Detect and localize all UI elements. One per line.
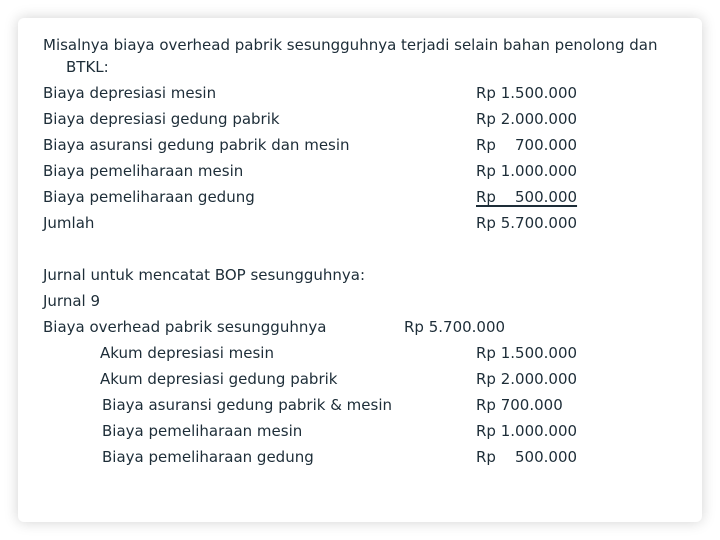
journal-credit-amount: Rp 500.000 [476, 448, 578, 466]
cost-label: Biaya asuransi gedung pabrik dan mesin [43, 136, 350, 154]
journal-debit-label: Biaya overhead pabrik sesungguhnya [43, 318, 327, 336]
journal-credit-label: Akum depresiasi mesin [100, 344, 274, 362]
cost-amount: Rp 1.000.000 [476, 162, 578, 180]
intro-line-2: BTKL: [66, 58, 109, 76]
intro-line-1: Misalnya biaya overhead pabrik sesungguhnya terjadi selain bahan penolong dan [43, 36, 658, 54]
journal-credit-label: Biaya asuransi gedung pabrik & mesin [102, 396, 393, 414]
cost-label: Biaya pemeliharaan gedung [43, 188, 255, 206]
cost-label: Biaya pemeliharaan mesin [43, 162, 244, 180]
journal-credit-amount: Rp 2.000.000 [476, 370, 578, 388]
journal-credit-amount: Rp 700.000 [476, 396, 563, 414]
journal-credit-label: Biaya pemeliharaan gedung [102, 448, 314, 466]
cost-amount: Rp 2.000.000 [476, 110, 578, 128]
journal-credit-amount: Rp 1.000.000 [476, 422, 578, 440]
journal-heading: Jurnal untuk mencatat BOP sesungguhnya: [43, 266, 366, 284]
journal-credit-amount: Rp 1.500.000 [476, 344, 578, 362]
journal-credit-label: Akum depresiasi gedung pabrik [100, 370, 338, 388]
cost-amount: Rp 1.500.000 [476, 84, 578, 102]
journal-credit-label: Biaya pemeliharaan mesin [102, 422, 303, 440]
cost-label: Biaya depresiasi mesin [43, 84, 217, 102]
cost-amount-last: Rp 500.000 [476, 188, 578, 206]
journal-number: Jurnal 9 [43, 292, 101, 310]
cost-label: Biaya depresiasi gedung pabrik [43, 110, 280, 128]
journal-debit-amount: Rp 5.700.000 [404, 318, 506, 336]
total-label: Jumlah [43, 214, 95, 232]
cost-amount: Rp 700.000 [476, 136, 578, 154]
total-amount: Rp 5.700.000 [476, 214, 578, 232]
